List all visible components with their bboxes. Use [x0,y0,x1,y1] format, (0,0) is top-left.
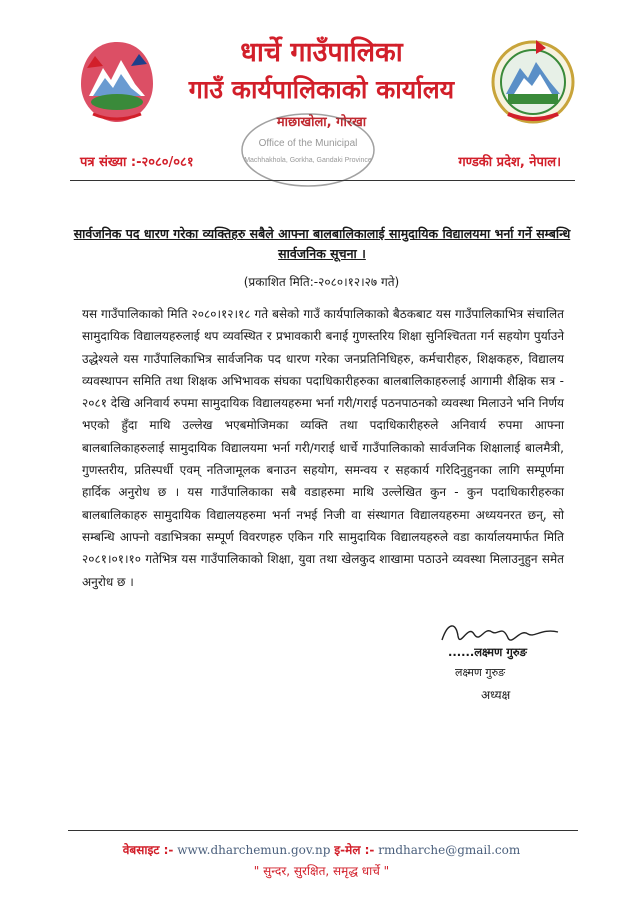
signatory-name-dotted: ......लक्ष्मण गुरुङ [448,645,527,659]
footer-slogan: " सुन्दर, सुरक्षित, समृद्ध धार्चे " [253,864,390,878]
footer-divider [68,830,578,831]
notice-subject: सार्वजनिक पद धारण गरेका व्यक्तिहरु सबैले आफ्ना बालबालिकालाई सामुदायिक विद्यालयमा भर्ना गर्ने सम्बन्धि सार्वजनिक सूचना । [73,226,571,261]
notice-body: यस गाउँपालिकाको मिति २०८०।१२।१८ गते बसेको गाउँ कार्यपालिकाको बैठकबाट यस गाउँपालिकाभित्र संचालित सामुदायिक विद्यालयहरुलाई थप व्यवस्थित र प्रभावकारी बनाई गुणस्तरिय शिक्षा सुनिश्चितता गर्न सहयोग पुर्याउने उद्धेश्यले यस गाउँपालिकाभित्र सार्वजनिक पद धारण गरेका जनप्रतिनिधिहरु, कर्मचारीहरु, शिक्षकहरु, विद्यालय व्यवस्थापन समिति तथा शिक्षक अभिभावक संघका पदाधिकारीहरुका बालबालिकाहरुलाई आगामी शैक्षिक सत्र - २०८१ देखि अनिवार्य रुपमा सामुदायिक विद्यालयहरुमा भर्ना गरी/गराई पठनपाठनको व्यवस्था मिलाउने भनि निर्णय भएको हुँदा माथि उल्लेख भएबमोजिमका व्यक्ति तथा पदाधिकारीहरुले अनिवार्य रुपमा आफ्ना बालबालिकाहरुलाई सामुदायिक विद्यालयमा भर्ना गरी/गराई धार्चे गाउँपालिकाको सार्वजनिक शिक्षालाई बालमैत्री, गुणस्तरीय, प्रतिस्पर्धी एवम् नतिजामूलक बनाउन सहयोग, समन्वय र सहकार्य गरिदिनुहुनका लागि सम्पूर्णमा हार्दिक अनुरोध छ । यस गाउँपालिकाका सबै वडाहरुमा माथि उल्लेखित कुन - कुन पदाधिकारीहरुका बालबालिकाहरु सामुदायिक विद्यालयहरुमा भर्ना नभई निजी वा संस्थागत विद्यालयहरुमा अध्ययनरत छन्, सो सम्बन्धि आफ्नो वडाभित्रका सम्पूर्ण विवरणहरु एकिन गरि सामुदायिक विद्यालयहरुले वडा कार्यालयमार्फत मिति २०८१।०१।१० गतेभित्र यस गाउँपालिकाको शिक्षा, युवा तथा खेलकुद शाखामा पठाउने व्यवस्था मिलाउनुहुन समेत अनुरोध छ । [82,307,564,589]
signatory-name: लक्ष्मण गुरुङ [455,666,506,679]
header-divider [70,180,575,181]
province-label: गण्डकी प्रदेश, नेपाल। [458,155,561,170]
office-subtitle: गाउँ कार्यपालिकाको कार्यालय [188,75,455,104]
stamp-text-2: Machhakhola, Gorkha, Gandaki Province [244,157,372,164]
email-link[interactable]: rmdharche@gmail.com [378,843,521,857]
office-address: माछाखोला, गोरखा [276,115,367,130]
email-label: इ-मेल :- [334,843,375,857]
published-date: (प्रकाशित मिति:-२०८०।१२।२७ गते) [243,275,400,289]
office-stamp [238,110,378,190]
footer-contact [0,841,643,858]
signatory-role: अध्यक्ष [481,688,511,702]
website-link[interactable]: www.dharchemun.gov.np [177,843,331,857]
website-label: वेबसाइट :- [122,843,174,857]
letter-number: पत्र संख्या :-२०८०/०८१ [80,155,194,170]
stamp-text-1: Office of the Municipal [258,138,358,149]
municipality-title: धार्चे गाउँपालिका [240,37,403,68]
